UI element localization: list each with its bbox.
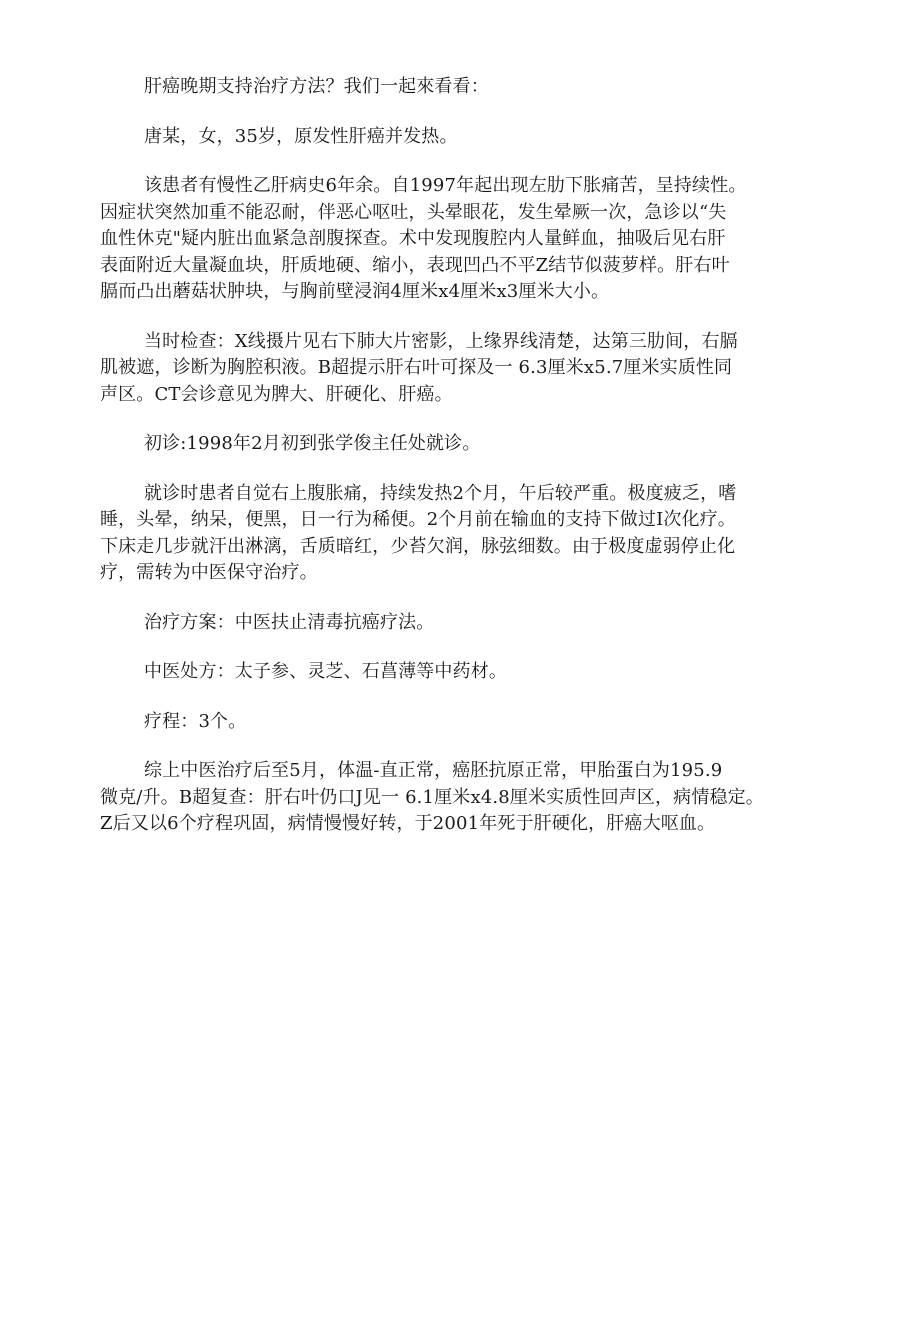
text-line: 综上中医治疗后至5月，体温-直正常，癌胚抗原正常，甲胎蛋白为195.9 bbox=[144, 760, 723, 781]
text-line: Z后又以6个疗程巩固，病情慢慢好转，于2001年死于肝硬化，肝癌大呕血。 bbox=[100, 813, 716, 834]
paragraph-intro-question bbox=[100, 74, 820, 101]
text-line: 疗，需转为中医保守治疗。 bbox=[100, 562, 318, 583]
text-line: 当时检查：X线摄片见右下肺大片密影，上缘界线清楚，达第三肋间，右膈 bbox=[144, 330, 738, 352]
paragraph-first-visit bbox=[100, 431, 820, 458]
text-line: 中医处方：太子参、灵芝、石菖薄等中药材。 bbox=[144, 661, 507, 682]
text-line: 肝癌晚期支持治疗方法？我们一起來看看： bbox=[144, 76, 489, 97]
text-line: 声区。CT会诊意见为脾大、肝硬化、肝癌。 bbox=[100, 383, 453, 405]
paragraph-patient-info bbox=[100, 124, 820, 151]
text-line: 睡，头晕，纳呆，便黑，日一行为稀便。2个月前在输血的支持下做过I次化疗。 bbox=[100, 509, 736, 530]
text-line: 疗程：3个。 bbox=[144, 710, 247, 732]
text-line: 微克/升。B超复查：肝右叶仍口J见一 6.1厘米x4.8厘米实质性回声区，病情稳定。 bbox=[100, 786, 764, 808]
text-line: 下床走几步就汗出淋漓，舌质暗红，少苔欠润，脉弦细数。由于极度虚弱停止化 bbox=[100, 535, 736, 557]
paragraph-examination bbox=[100, 329, 820, 409]
text-line: 初诊:1998年2月初到张学俊主任处就诊。 bbox=[144, 433, 481, 454]
paragraph-course bbox=[100, 709, 820, 736]
paragraph-medical-history bbox=[100, 173, 820, 306]
document-page bbox=[100, 74, 820, 861]
paragraph-symptoms bbox=[100, 481, 820, 587]
paragraph-prescription bbox=[100, 659, 820, 686]
text-line: 表面附近大量凝血块，肝质地硬、缩小，表现凹凸不平Z结节似菠萝样。肝右叶 bbox=[100, 254, 730, 276]
paragraph-outcome bbox=[100, 758, 820, 838]
text-line: 唐某，女，35岁，原发性肝癌并发热。 bbox=[144, 125, 458, 147]
text-line: 血性休克"疑内脏出血紧急剖腹探查。术中发现腹腔内人量鲜血，抽吸后见右肝 bbox=[100, 228, 726, 249]
text-line: 该患者有慢性乙肝病史6年余。自1997年起出现左肋下胀痛苦，呈持续性。 bbox=[144, 175, 747, 196]
text-line: 肌被遮，诊断为胸腔积液。B超提示肝右叶可探及一 6.3厘米x5.7厘米实质性同 bbox=[100, 357, 733, 378]
text-line: 治疗方案：中医扶止清毒抗癌疗法。 bbox=[144, 611, 435, 633]
text-line: 就诊时患者自觉右上腹胀痛，持续发热2个月，午后较严重。极度疲乏，嗜 bbox=[144, 482, 737, 504]
text-line: 膈而凸出蘑菇状肿块，与胸前壁浸润4厘米x4厘米x3厘米大小。 bbox=[100, 281, 610, 302]
paragraph-treatment-plan bbox=[100, 610, 820, 637]
text-line: 因症状突然加重不能忍耐，伴恶心呕吐，头晕眼花，发生晕厥一次，急诊以“失 bbox=[100, 201, 727, 223]
